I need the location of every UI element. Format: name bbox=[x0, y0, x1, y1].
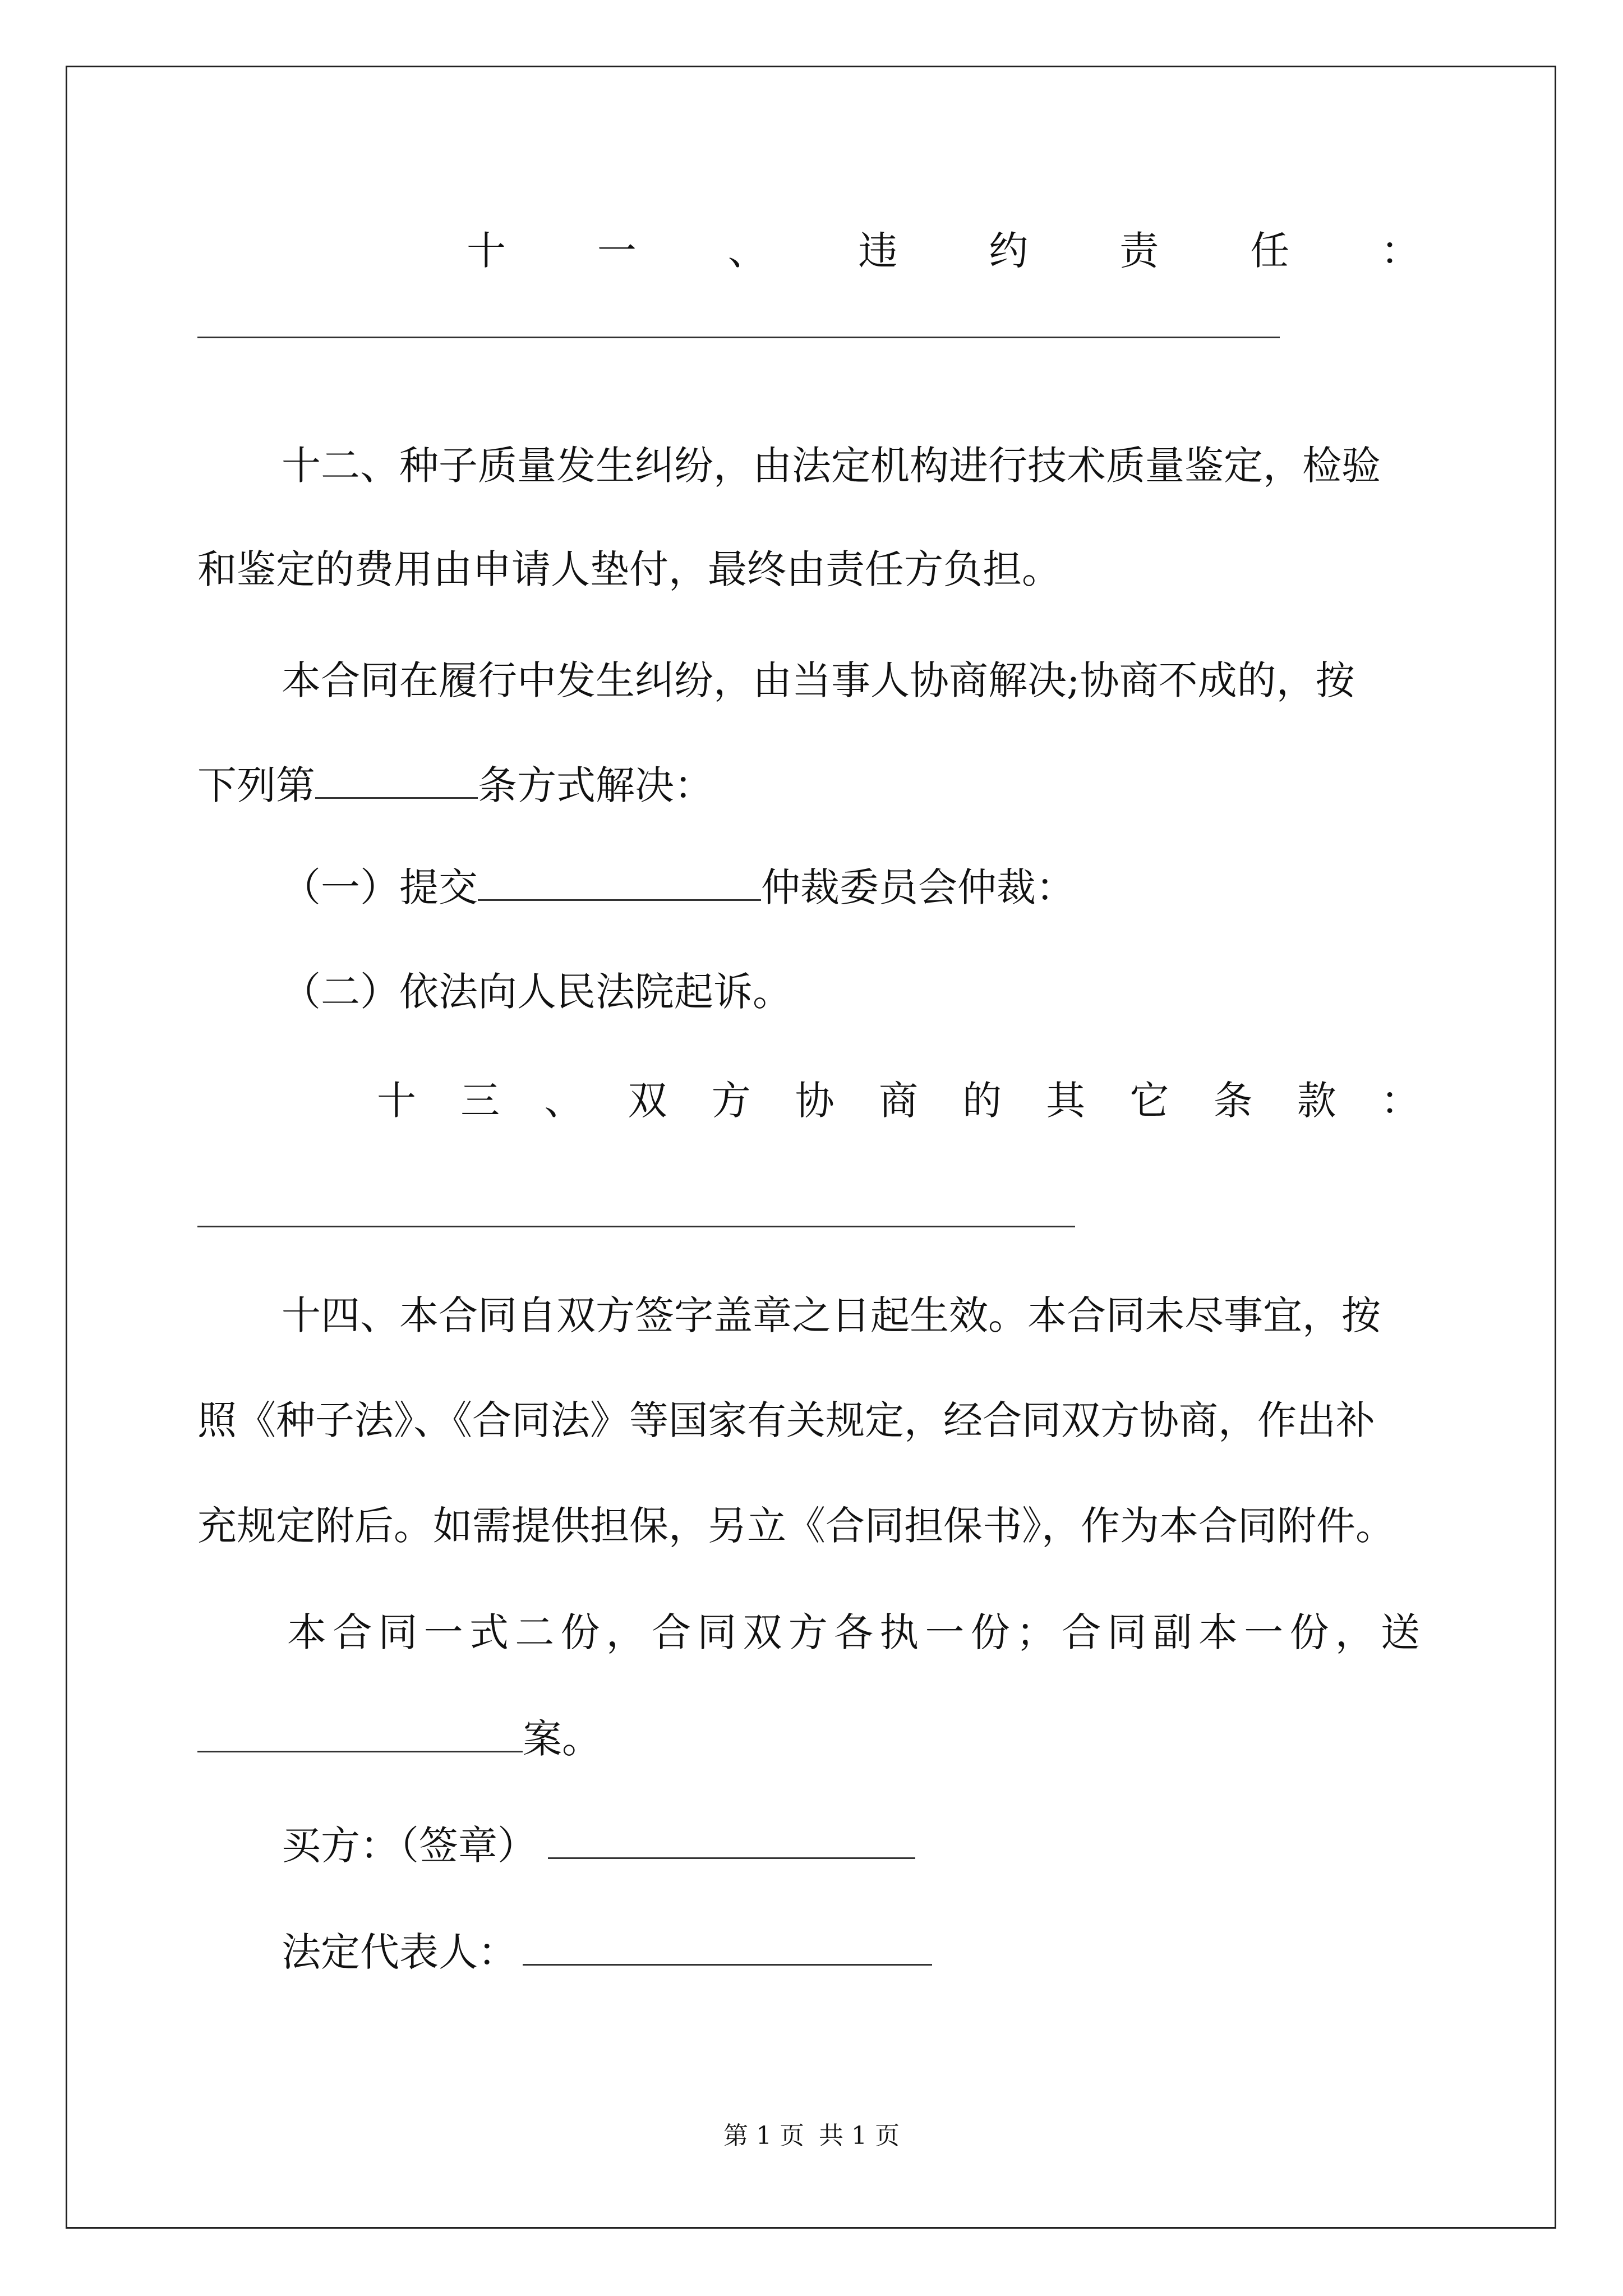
page-number: 第 1 页 bbox=[723, 2122, 804, 2150]
dispute-line-2-suffix: 条方式解决： bbox=[478, 762, 713, 808]
copies-char: 本 bbox=[1198, 1609, 1238, 1655]
clause-13-blank-line bbox=[197, 1226, 1075, 1227]
dispute-line-2-prefix: 下列第 bbox=[197, 762, 315, 808]
clause13-char: ： bbox=[1380, 1078, 1420, 1124]
copies-char: 合 bbox=[652, 1609, 691, 1655]
copies-char: 送 bbox=[1381, 1609, 1420, 1655]
clause13-char: 方 bbox=[711, 1078, 751, 1124]
copies-char: 执 bbox=[879, 1609, 919, 1655]
clause13-char: 协 bbox=[795, 1078, 834, 1124]
copies-char: 份 bbox=[560, 1609, 600, 1655]
clause13-char: 的 bbox=[962, 1078, 1002, 1124]
copies-char: 一 bbox=[1244, 1609, 1284, 1655]
copies-char: 同 bbox=[378, 1609, 418, 1655]
copies-char: 双 bbox=[743, 1609, 782, 1655]
copies-char: 份 bbox=[1289, 1609, 1329, 1655]
page-total: 共 1 页 bbox=[819, 2122, 900, 2150]
copies-char: 各 bbox=[834, 1609, 873, 1655]
copies-char: ， bbox=[1335, 1609, 1375, 1655]
clause13-char: 它 bbox=[1129, 1078, 1169, 1124]
clause11-char: 约 bbox=[989, 228, 1029, 274]
clause11-char: ： bbox=[1380, 228, 1420, 274]
clause11-char: 十 bbox=[467, 228, 506, 274]
copies-char: 式 bbox=[469, 1609, 509, 1655]
copies-char: 同 bbox=[697, 1609, 737, 1655]
representative-label: 法定代表人： bbox=[282, 1929, 517, 1975]
copies-char: ， bbox=[606, 1609, 645, 1655]
clause11-char: 一 bbox=[597, 228, 637, 274]
copies-char: 二 bbox=[515, 1609, 555, 1655]
clause13-char: 十 bbox=[377, 1078, 416, 1124]
dispute-option-2: （二）依法向人民法院起诉。 bbox=[282, 969, 792, 1015]
clause-14-line-1: 十四、本合同自双方签字盖章之日起生效。本合同未尽事宜，按 bbox=[282, 1292, 1381, 1338]
filing-authority-blank bbox=[197, 1715, 523, 1752]
clause-13-heading bbox=[197, 1073, 1420, 1129]
clause-11-heading bbox=[197, 223, 1420, 279]
copies-char: 份 bbox=[970, 1609, 1010, 1655]
copies-line-2 bbox=[197, 1711, 601, 1767]
copies-char: 方 bbox=[788, 1609, 828, 1655]
copies-line-2-suffix: 案。 bbox=[523, 1716, 601, 1762]
copies-char: 合 bbox=[333, 1609, 372, 1655]
copies-char: 同 bbox=[1107, 1609, 1147, 1655]
clause13-char: 、 bbox=[544, 1078, 584, 1124]
dispute-option-1 bbox=[282, 859, 1075, 915]
clause11-char: 责 bbox=[1119, 228, 1159, 274]
buyer-signature-blank bbox=[548, 1821, 915, 1859]
copies-char: 副 bbox=[1152, 1609, 1192, 1655]
dispute-line-1: 本合同在履行中发生纠纷，由当事人协商解决;协商不成的，按 bbox=[282, 657, 1355, 703]
clause11-char: 、 bbox=[727, 228, 767, 274]
buyer-signature-row bbox=[282, 1818, 915, 1874]
clause13-char: 款 bbox=[1297, 1078, 1336, 1124]
clause11-char: 违 bbox=[858, 228, 898, 274]
clause13-char: 三 bbox=[460, 1078, 500, 1124]
copies-line-1 bbox=[197, 1604, 1420, 1660]
clause13-char: 商 bbox=[878, 1078, 918, 1124]
option-1-suffix: 仲裁委员会仲裁： bbox=[761, 864, 1075, 910]
clause13-char: 其 bbox=[1046, 1078, 1086, 1124]
clause-12-line-1: 十二、种子质量发生纠纷，由法定机构进行技术质量鉴定，检验 bbox=[282, 443, 1381, 489]
clause11-char: 任 bbox=[1250, 228, 1290, 274]
clause-14-line-3: 充规定附后。如需提供担保，另立《合同担保书》，作为本合同附件。 bbox=[197, 1503, 1395, 1549]
arbitration-committee-blank bbox=[478, 863, 761, 901]
method-number-blank bbox=[315, 761, 478, 799]
page-border bbox=[66, 66, 1556, 2229]
dispute-line-2 bbox=[197, 757, 713, 813]
representative-row bbox=[282, 1924, 932, 1980]
clause13-char: 双 bbox=[628, 1078, 667, 1124]
representative-signature-blank bbox=[523, 1928, 932, 1966]
copies-char: 合 bbox=[1062, 1609, 1101, 1655]
buyer-label: 买方：（签章） bbox=[282, 1823, 537, 1869]
copies-char: 一 bbox=[925, 1609, 965, 1655]
copies-char: ； bbox=[1016, 1609, 1055, 1655]
clause13-char: 条 bbox=[1213, 1078, 1253, 1124]
copies-char: 一 bbox=[423, 1609, 463, 1655]
clause-14-line-2: 照《种子法》、《合同法》等国家有关规定，经合同双方协商，作出补 bbox=[197, 1397, 1375, 1443]
clause-11-blank-line bbox=[197, 337, 1280, 338]
copies-char: 本 bbox=[287, 1609, 326, 1655]
clause-12-line-2: 和鉴定的费用由申请人垫付，最终由责任方负担。 bbox=[197, 546, 1061, 592]
page-footer bbox=[0, 2119, 1623, 2153]
option-1-prefix: （一）提交 bbox=[282, 864, 478, 910]
